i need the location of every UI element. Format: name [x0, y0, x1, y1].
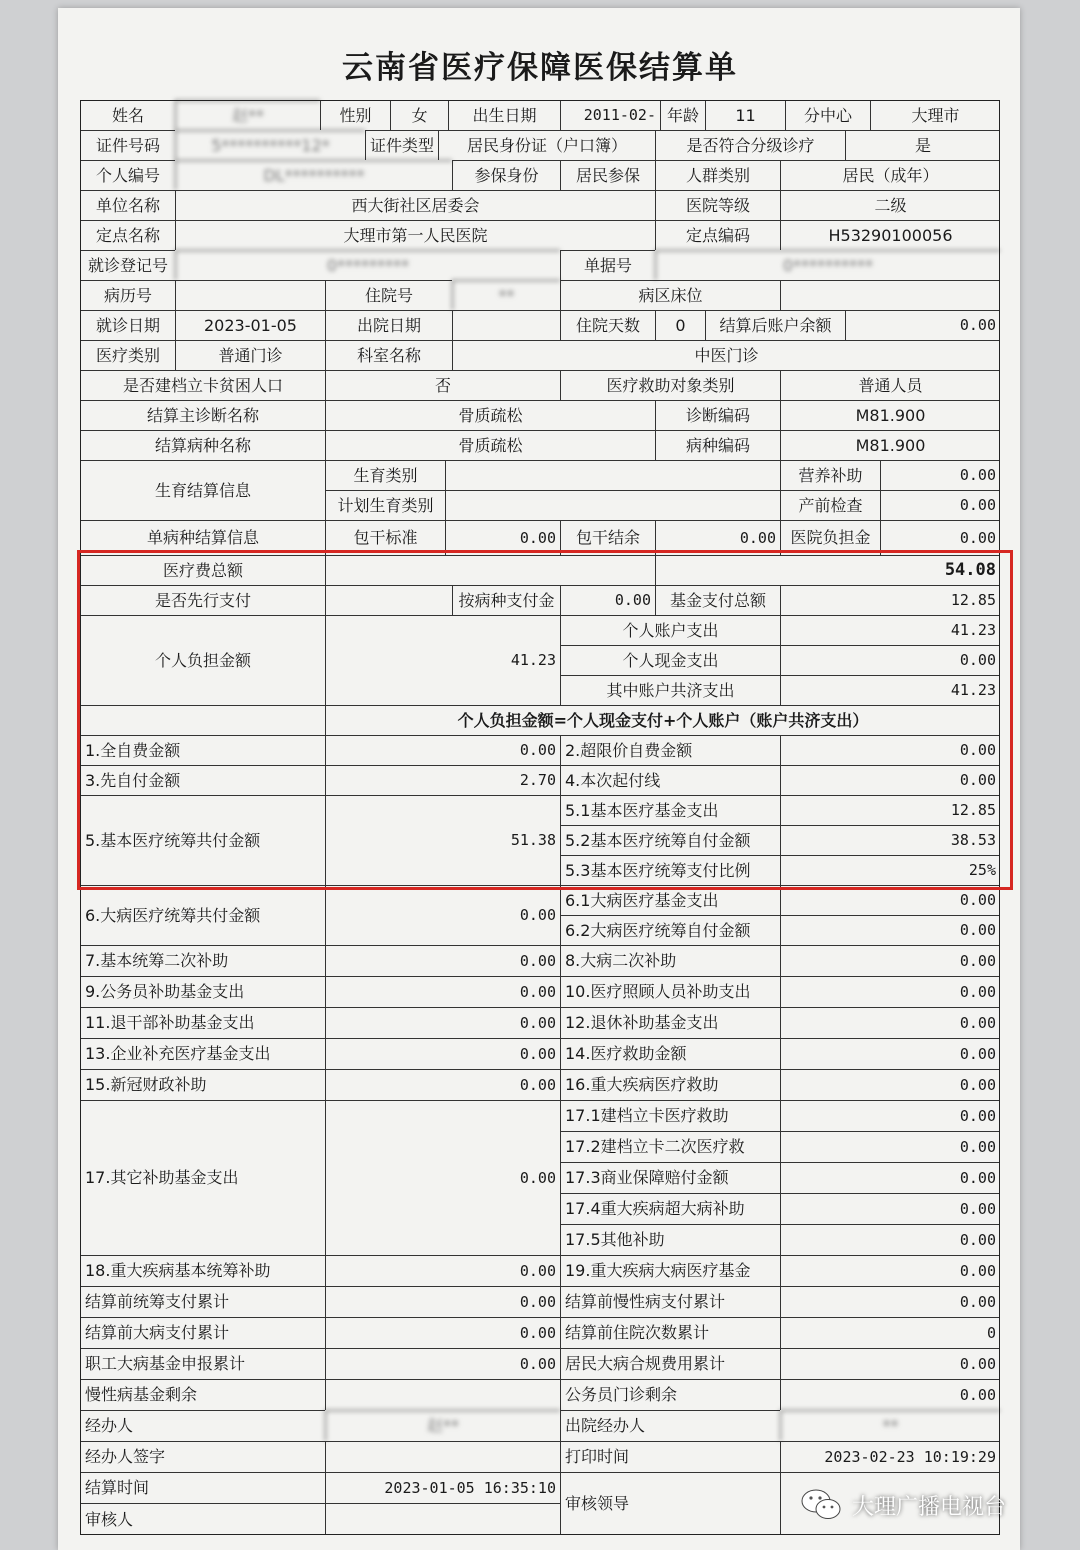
table-cell: 38.53: [780, 825, 1000, 855]
table-cell: 19.重大疾病大病医疗基金: [560, 1255, 780, 1286]
table-cell: 0.00: [325, 1007, 560, 1038]
table-cell: 2023-01-05: [175, 310, 325, 340]
table-cell: 0*********: [175, 250, 560, 280]
table-cell: 0.00: [325, 885, 560, 945]
table-cell: [325, 585, 452, 615]
table-cell: 2.70: [325, 765, 560, 795]
table-cell: 个人编号: [80, 160, 175, 190]
table-cell: 0.00: [780, 1131, 1000, 1162]
table-cell: 是否符合分级诊疗: [655, 130, 845, 160]
table-cell: 单据号: [560, 250, 655, 280]
table-cell: 17.5其他补助: [560, 1224, 780, 1255]
table-cell: 10.医疗照顾人员补助支出: [560, 976, 780, 1007]
table-cell: 人群类别: [655, 160, 780, 190]
watermark-text: 大理广播电视台: [852, 1494, 1007, 1520]
table-cell: 赵**: [175, 100, 320, 130]
table-cell: 骨质疏松: [325, 430, 655, 460]
table-cell: 大理市第一人民医院: [175, 220, 655, 250]
table-cell: 0.00: [325, 1286, 560, 1317]
table-cell: [445, 460, 780, 490]
table-cell: [325, 1503, 560, 1535]
table-cell: 14.医疗救助金额: [560, 1038, 780, 1069]
table-cell: 0.00: [325, 1255, 560, 1286]
table-cell: 0.00: [780, 645, 1000, 675]
wechat-icon: [800, 1487, 842, 1523]
table-cell: 审核人: [80, 1503, 325, 1535]
table-cell: 是否先行支付: [80, 585, 325, 615]
table-cell: 赵**: [325, 1410, 560, 1441]
table-cell: 结算前大病支付累计: [80, 1317, 325, 1348]
table-cell: 0.00: [325, 1348, 560, 1379]
table-cell: 出院日期: [325, 310, 452, 340]
table-cell: 6.2大病医疗统筹自付金额: [560, 915, 780, 945]
table-cell: 定点编码: [655, 220, 780, 250]
table-cell: 定点名称: [80, 220, 175, 250]
document-header: [0, 0, 1080, 100]
table-cell: 骨质疏松: [325, 400, 655, 430]
table-cell: 女: [390, 100, 448, 130]
table-cell: 个人现金支出: [560, 645, 780, 675]
table-cell: 3.先自付金额: [80, 765, 325, 795]
table-cell: 营养补助: [780, 460, 880, 490]
table-cell: [175, 280, 325, 310]
table-cell: 0.00: [780, 1193, 1000, 1224]
table-cell: 证件类型: [365, 130, 438, 160]
table-cell: 0.00: [780, 1255, 1000, 1286]
table-cell: 生育类别: [325, 460, 445, 490]
table-cell: 2.超限价自费金额: [560, 735, 780, 765]
table-cell: 包干结余: [560, 520, 655, 555]
table-cell: 25%: [780, 855, 1000, 885]
table-cell: 结算主诊断名称: [80, 400, 325, 430]
table-cell: 中医门诊: [452, 340, 1000, 370]
table-cell: **: [452, 280, 560, 310]
table-cell: 2011-02-: [560, 100, 660, 130]
table-cell: [325, 555, 655, 585]
table-cell: M81.900: [780, 430, 1000, 460]
table-cell: 就诊登记号: [80, 250, 175, 280]
table-cell: [445, 490, 780, 520]
table-cell: 包干标准: [325, 520, 445, 555]
table-cell: 5.2基本医疗统筹自付金额: [560, 825, 780, 855]
table-cell: 11: [705, 100, 785, 130]
table-cell: 生育结算信息: [80, 460, 325, 520]
table-cell: 0: [780, 1317, 1000, 1348]
table-cell: 单位名称: [80, 190, 175, 220]
table-cell: 0.00: [780, 735, 1000, 765]
table-cell: 结算后账户余额: [705, 310, 845, 340]
table-cell: 17.2建档立卡二次医疗救: [560, 1131, 780, 1162]
table-cell: 经办人: [80, 1410, 325, 1441]
table-cell: 普通人员: [780, 370, 1000, 400]
table-cell: M81.900: [780, 400, 1000, 430]
table-cell: [80, 705, 325, 735]
table-cell: 居民参保: [560, 160, 655, 190]
table-cell: 17.其它补助基金支出: [80, 1100, 325, 1255]
table-cell: 1.全自费金额: [80, 735, 325, 765]
table-cell: 公务员门诊剩余: [560, 1379, 780, 1410]
table-cell: H53290100056: [780, 220, 1000, 250]
table-cell: 16.重大疾病医疗救助: [560, 1069, 780, 1100]
table-cell: 0.00: [880, 520, 1000, 555]
table-cell: 按病种支付金: [452, 585, 560, 615]
table-cell: 就诊日期: [80, 310, 175, 340]
table-cell: 9.公务员补助基金支出: [80, 976, 325, 1007]
table-cell: 住院天数: [560, 310, 655, 340]
table-cell: 性别: [320, 100, 390, 130]
table-cell: 病区床位: [560, 280, 780, 310]
table-cell: 0.00: [880, 490, 1000, 520]
table-cell: 打印时间: [560, 1441, 780, 1472]
table-cell: 18.重大疾病基本统筹补助: [80, 1255, 325, 1286]
table-cell: 出院经办人: [560, 1410, 780, 1441]
table-cell: 结算前住院次数累计: [560, 1317, 780, 1348]
table-cell: 13.企业补充医疗基金支出: [80, 1038, 325, 1069]
table-cell: 居民身份证（户口簿）: [438, 130, 655, 160]
table-cell: 科室名称: [325, 340, 452, 370]
table-cell: 基金支付总额: [655, 585, 780, 615]
table-cell: 0**********: [655, 250, 1000, 280]
table-cell: **: [780, 1410, 1000, 1441]
table-cell: 是: [845, 130, 1000, 160]
table-cell: [452, 310, 560, 340]
table-cell: 个人账户支出: [560, 615, 780, 645]
table-cell: 0.00: [325, 1317, 560, 1348]
table-cell: 病历号: [80, 280, 175, 310]
table-cell: 0.00: [325, 945, 560, 976]
table-cell: 0: [655, 310, 705, 340]
table-cell: 54.08: [655, 555, 1000, 585]
table-cell: 0.00: [780, 1348, 1000, 1379]
table-cell: 年龄: [660, 100, 705, 130]
table-cell: 0.00: [780, 765, 1000, 795]
table-cell: 普通门诊: [175, 340, 325, 370]
table-cell: 12.85: [780, 795, 1000, 825]
table-cell: 0.00: [780, 915, 1000, 945]
table-cell: 11.退干部补助基金支出: [80, 1007, 325, 1038]
table-cell: 结算病种名称: [80, 430, 325, 460]
table-cell: 0.00: [780, 885, 1000, 915]
table-cell: 7.基本统筹二次补助: [80, 945, 325, 976]
table-cell: 0.00: [780, 1286, 1000, 1317]
table-cell: 姓名: [80, 100, 175, 130]
table-cell: 6.1大病医疗基金支出: [560, 885, 780, 915]
table-cell: 0.00: [780, 1379, 1000, 1410]
table-cell: 12.退休补助基金支出: [560, 1007, 780, 1038]
table-cell: DL**********: [175, 160, 452, 190]
table-cell: 医疗费总额: [80, 555, 325, 585]
table-cell: 0.00: [325, 735, 560, 765]
table-cell: 0.00: [560, 585, 655, 615]
table-cell: 诊断编码: [655, 400, 780, 430]
table-cell: 0.00: [325, 1069, 560, 1100]
table-cell: 职工大病基金申报累计: [80, 1348, 325, 1379]
table-cell: 0.00: [780, 976, 1000, 1007]
table-cell: 医院等级: [655, 190, 780, 220]
table-cell: 医院负担金: [780, 520, 880, 555]
table-cell: 审核领导: [560, 1472, 780, 1535]
table-cell: 12.85: [780, 585, 1000, 615]
table-cell: 慢性病基金剩余: [80, 1379, 325, 1410]
table-cell: 2023-01-05 16:35:10: [325, 1472, 560, 1503]
table-cell: 8.大病二次补助: [560, 945, 780, 976]
table-cell: 5**********12*: [175, 130, 365, 160]
table-cell: 17.3商业保障赔付金额: [560, 1162, 780, 1193]
table-cell: 0.00: [655, 520, 780, 555]
table-cell: 0.00: [780, 1224, 1000, 1255]
table-cell: 0.00: [780, 1038, 1000, 1069]
table-cell: 0.00: [325, 1100, 560, 1255]
table-cell: 住院号: [325, 280, 452, 310]
table-cell: 0.00: [780, 1100, 1000, 1131]
table-cell: 0.00: [880, 460, 1000, 490]
table-cell: 居民（成年）: [780, 160, 1000, 190]
table-cell: 0.00: [325, 1038, 560, 1069]
watermark: [800, 1487, 1006, 1523]
table-cell: 西大街社区居委会: [175, 190, 655, 220]
table-cell: 大理市: [870, 100, 1000, 130]
settlement-table: [80, 100, 1000, 1535]
table-cell: 结算时间: [80, 1472, 325, 1503]
table-cell: 0.00: [445, 520, 560, 555]
table-cell: 结算前统筹支付累计: [80, 1286, 325, 1317]
table-cell: 证件号码: [80, 130, 175, 160]
table-cell: 0.00: [780, 1007, 1000, 1038]
table-cell: 15.新冠财政补助: [80, 1069, 325, 1100]
table-cell: 5.基本医疗统筹共付金额: [80, 795, 325, 885]
table-cell: 医疗救助对象类别: [560, 370, 780, 400]
table-cell: 医疗类别: [80, 340, 175, 370]
table-cell: 5.3基本医疗统筹支付比例: [560, 855, 780, 885]
table-cell: 5.1基本医疗基金支出: [560, 795, 780, 825]
table-cell: 17.1建档立卡医疗救助: [560, 1100, 780, 1131]
table-cell: 41.23: [780, 615, 1000, 645]
table-cell: [780, 280, 1000, 310]
table-cell: 其中账户共济支出: [560, 675, 780, 705]
table-cell: 个人负担金额=个人现金支付+个人账户（账户共济支出）: [325, 705, 1000, 735]
table-cell: [325, 1441, 560, 1472]
table-cell: 17.4重大疾病超大病补助: [560, 1193, 780, 1224]
table-cell: 分中心: [785, 100, 870, 130]
table-cell: 51.38: [325, 795, 560, 885]
table-cell: 个人负担金额: [80, 615, 325, 705]
table-cell: 2023-02-23 10:19:29: [780, 1441, 1000, 1472]
table-cell: 0.00: [780, 945, 1000, 976]
table-cell: 0.00: [325, 976, 560, 1007]
table-cell: 计划生育类别: [325, 490, 445, 520]
table-cell: 结算前慢性病支付累计: [560, 1286, 780, 1317]
table-cell: 4.本次起付线: [560, 765, 780, 795]
table-cell: 41.23: [780, 675, 1000, 705]
table-cell: 参保身份: [452, 160, 560, 190]
table-cell: 产前检查: [780, 490, 880, 520]
table-cell: 病种编码: [655, 430, 780, 460]
table-cell: 0.00: [780, 1162, 1000, 1193]
table-cell: [325, 1379, 560, 1410]
table-cell: 6.大病医疗统筹共付金额: [80, 885, 325, 945]
table-cell: 经办人签字: [80, 1441, 325, 1472]
table-cell: 0.00: [845, 310, 1000, 340]
document-title: 云南省医疗保障医保结算单: [342, 50, 738, 86]
table-cell: 是否建档立卡贫困人口: [80, 370, 325, 400]
table-cell: 居民大病合规费用累计: [560, 1348, 780, 1379]
table-cell: 0.00: [780, 1069, 1000, 1100]
table-cell: 二级: [780, 190, 1000, 220]
table-cell: 41.23: [325, 615, 560, 705]
table-cell: 出生日期: [448, 100, 560, 130]
table-cell: 否: [325, 370, 560, 400]
table-cell: 单病种结算信息: [80, 520, 325, 555]
